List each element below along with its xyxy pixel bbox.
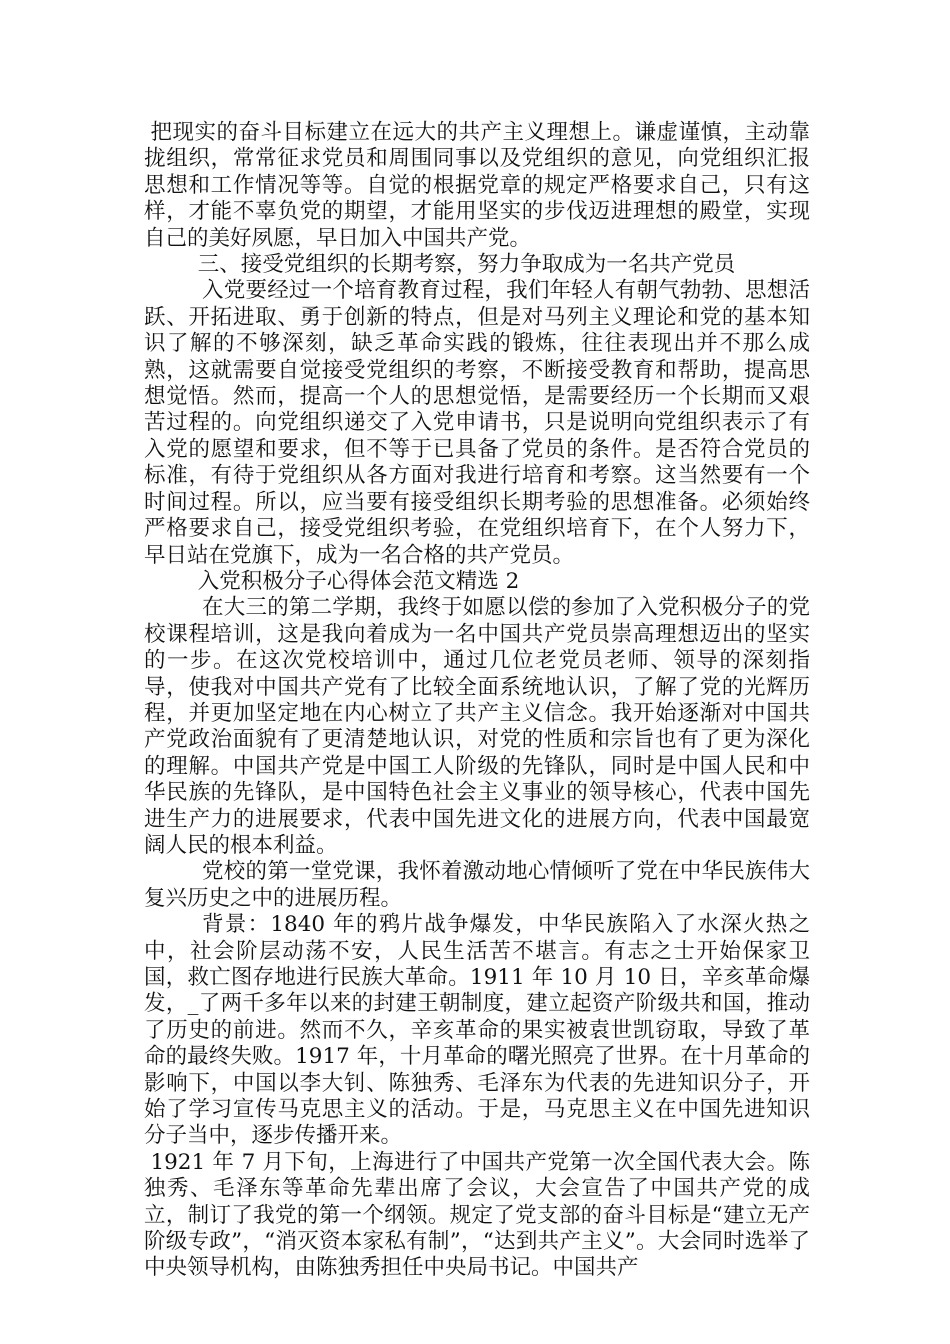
paragraph-4: 党校的第一堂党课，我怀着激动地心情倾听了党在中华民族伟大复兴历史之中的进展历程。 [144, 859, 810, 911]
paragraph-2: 入党要经过一个培育教育过程，我们年轻人有朝气勃勃、思想活跃、开拓进取、勇于创新的特点，但是对马列主义理论和党的基本知识了解的不够深刻，缺乏革命实践的锻炼，往往表现出并不那么成熟，这就需要自觉接受党组织的考察，不断接受教育和帮助，提高思想觉悟。然而，提高一个人的思想觉悟，是需要经历一个长期而又艰苦过程的。向党组织递交了入党申请书，只是说明向党组织表示了有入党的愿望和要求，但不等于已具备了党员的条件。是否符合党员的标准，有待于党组织从各方面对我进行培育和考察。这当然要有一个时间过程。所以，应当要有接受组织长期考验的思想准备。必须始终严格要求自己，接受党组织考验，在党组织培育下，在个人努力下，早日站在党旗下，成为一名合格的共产党员。 [144, 278, 810, 568]
document-page [144, 120, 810, 1282]
paragraph-5: 背景：1840 年的鸦片战争爆发，中华民族陷入了水深火热之中，社会阶层动荡不安，人民生活苦不堪言。有志之士开始保家卫国，救亡图存地进行民族大革命。1911 年 10 月 10 日，辛亥革命爆发，_了两千多年以来的封建王朝制度，建立起资产阶级共和国，推动了历史的前进。然而不久，辛亥革命的果实被袁世凯窃取，导致了革命的最终失败。1917 年，十月革命的曙光照亮了世界。在十月革命的影响下，中国以李大钊、陈独秀、毛泽东为代表的先进知识分子，开始了学习宣传马克思主义的活动。于是，马克思主义在中国先进知识分子当中，逐步传播开来。 [144, 912, 810, 1149]
article-title-2: 入党积极分子心得体会范文精选 2 [197, 568, 520, 594]
paragraph-6: 1921 年 7 月下旬，上海进行了中国共产党第一次全国代表大会。陈独秀、毛泽东等革命先辈出席了会议，大会宣告了中国共产党的成立，制订了我党的第一个纲领。规定了党支部的奋斗目标是“建立无产阶级专政”，“消灭资本家私有制”，“达到共产主义”。大会同时选举了中央领导机构，由陈独秀担任中央局书记。中国共产 [144, 1149, 810, 1281]
section-heading-3: 三、接受党组织的长期考察，努力争取成为一名共产党员 [197, 252, 736, 278]
paragraph-1: 把现实的奋斗目标建立在远大的共产主义理想上。谦虚谨慎，主动靠拢组织，常常征求党员和周围同事以及党组织的意见，向党组织汇报思想和工作情况等等。自觉的根据党章的规定严格要求自己，只有这样，才能不辜负党的期望，才能用坚实的步伐迈进理想的殿堂，实现自己的美好夙愿，早日加入中国共产党。 [144, 120, 810, 251]
paragraph-3: 在大三的第二学期，我终于如愿以偿的参加了入党积极分子的党校课程培训，这是我向着成为一名中国共产党员崇高理想迈出的坚实的一步。在这次党校培训中，通过几位老党员老师、领导的深刻指导，使我对中国共产党有了比较全面系统地认识，了解了党的光辉历程，并更加坚定地在内心树立了共产主义信念。我开始逐渐对中国共产党政治面貌有了更清楚地认识，对党的性质和宗旨也有了更为深化的理解。中国共产党是中国工人阶级的先锋队，同时是中国人民和中华民族的先锋队，是中国特色社会主义事业的领导核心，代表中国先进生产力的进展要求，代表中国先进文化的进展方向，代表中国最宽阔人民的根本利益。 [144, 595, 810, 858]
